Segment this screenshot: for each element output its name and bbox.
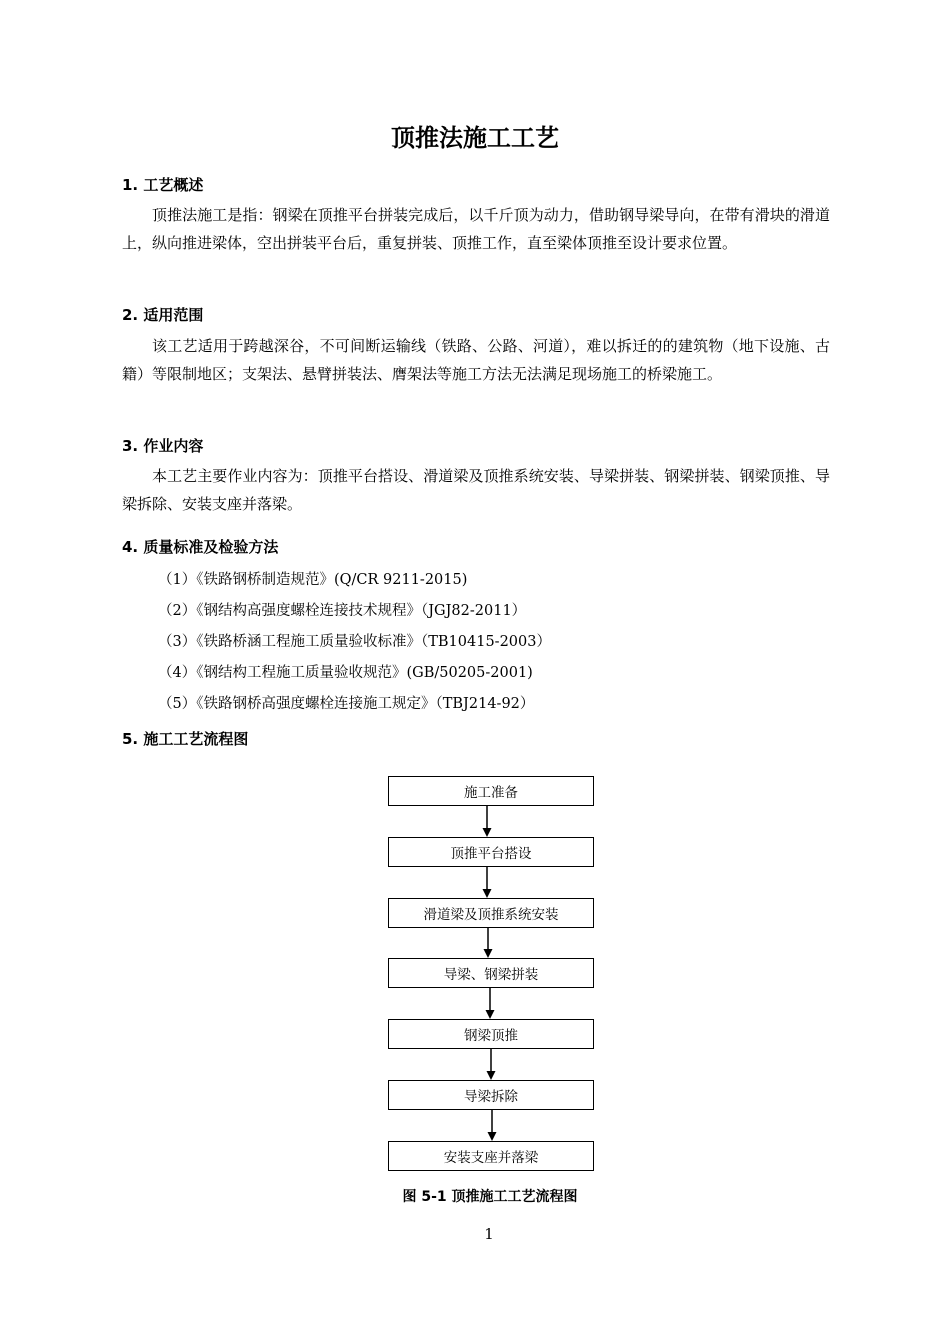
flow-step-label: 顶推平台搭设	[450, 846, 532, 862]
standard-item: （4）《钢结构工程施工质量验收规范》(GB/50205-2001)	[158, 665, 533, 681]
flow-step-bearing-drop	[388, 1141, 594, 1171]
section-4-heading: 4. 质量标准及检验方法	[122, 538, 279, 556]
flow-step-label: 滑道梁及顶推系统安装	[423, 907, 559, 923]
flow-arrow	[482, 928, 494, 958]
section-2-heading: 2. 适用范围	[122, 306, 204, 324]
section-3-heading: 3. 作业内容	[122, 437, 204, 455]
flow-step-push	[388, 1019, 594, 1049]
section-1-body: 顶推法施工是指：钢梁在顶推平台拼装完成后，以千斤顶为动力，借助钢导梁导向，在带有滑块的滑道上，纵向推进梁体，空出拼装平台后，重复拼装、顶推工作，直至梁体顶推至设计要求位置。	[122, 206, 830, 252]
flow-step-label: 导梁拆除	[464, 1089, 518, 1105]
standard-item: （2）《钢结构高强度螺栓连接技术规程》（JGJ82-2011）	[158, 603, 527, 619]
flow-arrow	[481, 867, 493, 898]
section-2-body: 该工艺适用于跨越深谷，不可间断运输线（铁路、公路、河道），难以拆迁的的建筑物（地下设施、古籍）等限制地区；支架法、悬臂拼装法、膺架法等施工方法无法满足现场施工的桥梁施工。	[122, 337, 830, 383]
flow-step-assembly	[388, 958, 594, 988]
flow-step-slideway	[388, 898, 594, 928]
document-title: 顶推法施工工艺	[391, 124, 559, 152]
flow-step-label: 安装支座并落梁	[443, 1150, 539, 1166]
flow-step-prepare	[388, 776, 594, 806]
standard-item: （5）《铁路钢桥高强度螺栓连接施工规定》（TBJ214-92）	[158, 696, 535, 712]
standard-item: （3）《铁路桥涵工程施工质量验收标准》（TB10415-2003）	[158, 634, 551, 650]
section-5-heading: 5. 施工工艺流程图	[122, 730, 249, 748]
flow-step-label: 施工准备	[464, 785, 518, 801]
figure-caption: 图 5-1 顶推施工工艺流程图	[402, 1189, 578, 1205]
flow-step-remove-nose	[388, 1080, 594, 1110]
flow-step-platform	[388, 837, 594, 867]
standard-item: （1）《铁路钢桥制造规范》(Q/CR 9211-2015)	[158, 572, 468, 588]
flow-arrow	[486, 1110, 498, 1141]
flow-arrow	[485, 1049, 497, 1080]
flow-step-label: 钢梁顶推	[464, 1028, 518, 1044]
flow-step-label: 导梁、钢梁拼装	[443, 967, 539, 983]
section-3-body: 本工艺主要作业内容为：顶推平台搭设、滑道梁及顶推系统安装、导梁拼装、钢梁拼装、钢梁顶推、导梁拆除、安装支座并落梁。	[122, 467, 830, 513]
flow-arrow	[481, 806, 493, 837]
flow-arrow	[484, 988, 496, 1019]
page-number: 1	[484, 1225, 494, 1243]
section-1-heading: 1. 工艺概述	[122, 176, 204, 194]
